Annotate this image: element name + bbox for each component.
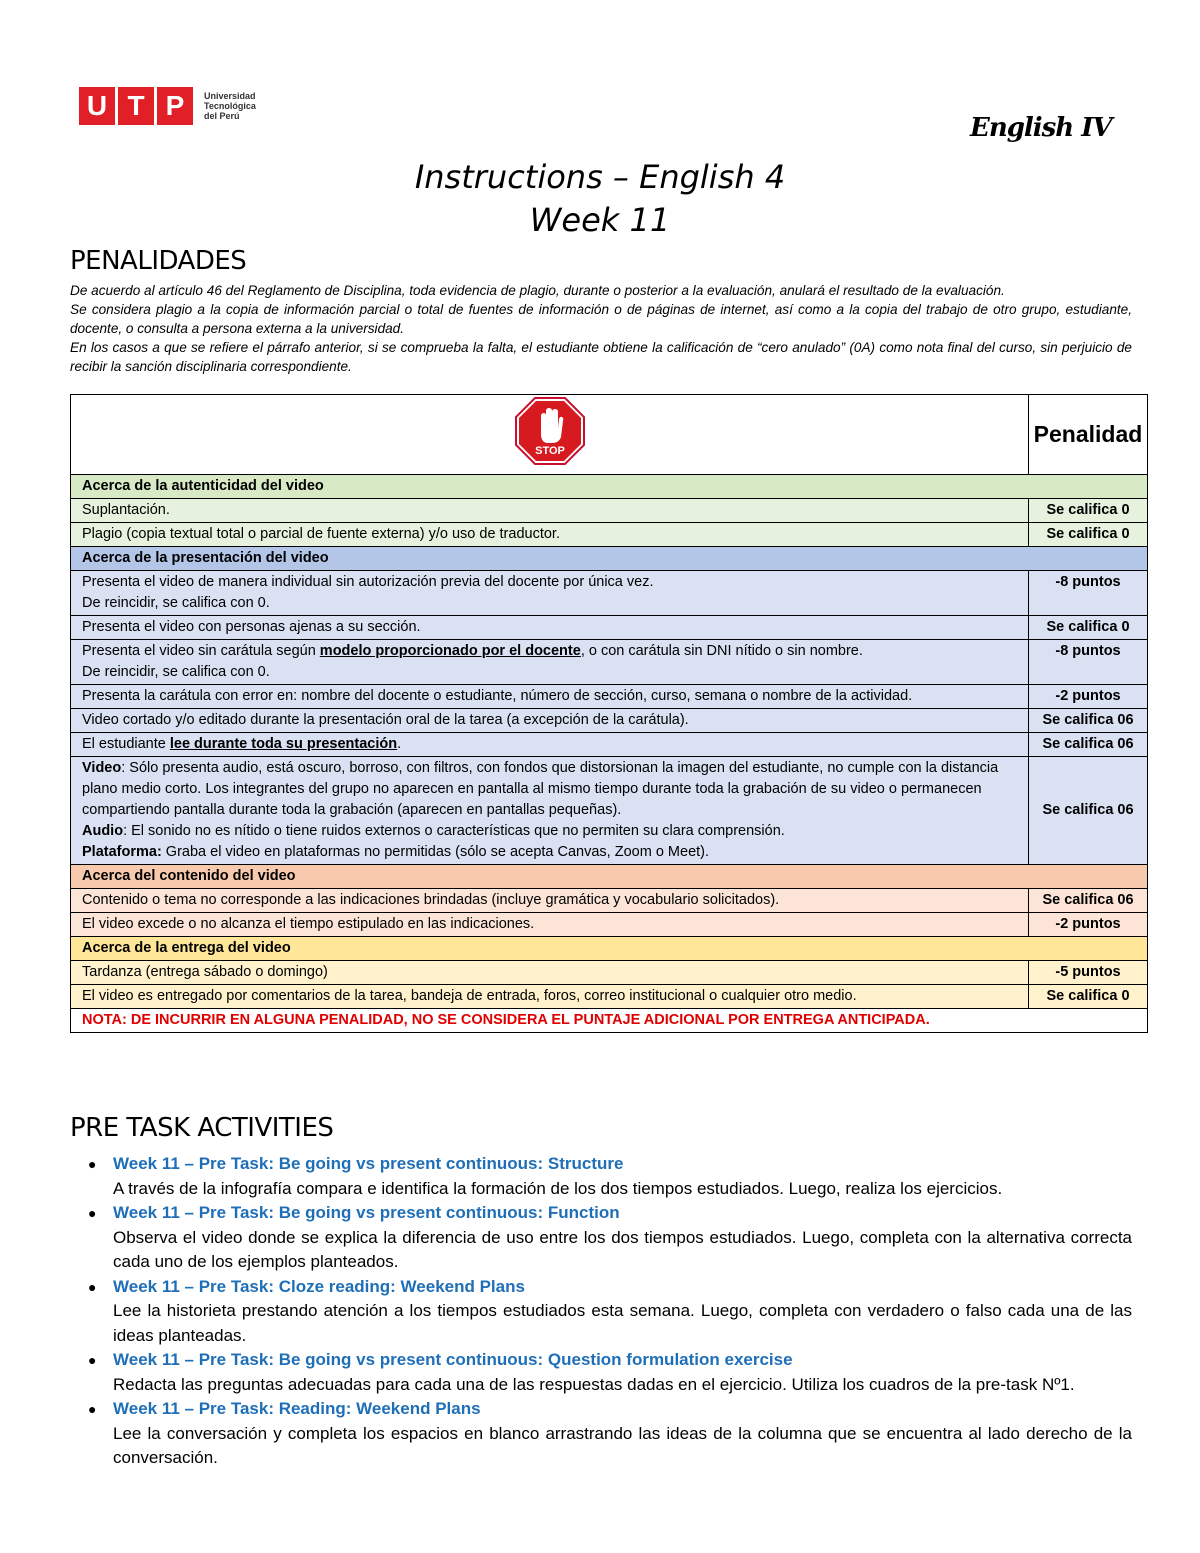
task-title[interactable]: Week 11 – Pre Task: Be going vs present continuous: Question formulation exercise xyxy=(113,1350,793,1369)
row-text: Plagio (copia textual total o parcial de fuente externa) y/o uso de traductor. xyxy=(71,523,1029,547)
row-penalty: -5 puntos xyxy=(1029,961,1148,985)
rule-paragraph: De acuerdo al artículo 46 del Reglamento de Disciplina, toda evidencia de plagio, durante o posterior a la evaluación, anulará el resultado de la evaluación. xyxy=(70,283,1005,298)
row-text: Contenido o tema no corresponde a las indicaciones brindadas (incluye gramática y vocabulario solicitados). xyxy=(71,889,1029,913)
table-row xyxy=(71,640,1148,685)
bullet-icon: ● xyxy=(88,1278,97,1295)
row-text-post: . xyxy=(397,736,402,752)
note-row xyxy=(71,1009,1148,1033)
audio-text: : El sonido no es nítido o tiene ruidos externos o características que no permiten su clara comprensión. xyxy=(123,823,785,839)
stop-sign-icon xyxy=(514,396,586,466)
penalty-column-header: Penalidad xyxy=(1029,395,1148,475)
table-row xyxy=(71,499,1148,523)
pre-task-list xyxy=(88,1152,1132,1471)
row-penalty: -2 puntos xyxy=(1029,913,1148,937)
row-penalty: Se califica 0 xyxy=(1029,616,1148,640)
penalties-rules xyxy=(70,281,1132,376)
page-subtitle-week: Week 11 xyxy=(529,201,671,239)
row-text-pre: El estudiante xyxy=(82,736,170,752)
logo-letter-t: T xyxy=(118,87,154,125)
row-penalty: -2 puntos xyxy=(1029,685,1148,709)
course-tag: English IV xyxy=(970,113,1112,143)
list-item xyxy=(88,1275,1132,1349)
logo-letter-p: P xyxy=(157,87,193,125)
row-penalty: -8 puntos xyxy=(1029,571,1148,616)
row-penalty: Se califica 06 xyxy=(1029,733,1148,757)
row-line xyxy=(82,641,1017,662)
table-row xyxy=(71,889,1148,913)
penalties-heading: PENALIDADES xyxy=(70,246,247,276)
logo-line: del Perú xyxy=(204,111,240,121)
rule-paragraph: En los casos a que se refiere el párrafo anterior, si se comprueba la falta, el estudiante obtiene la calificación de “cero anulado” (0A) como nota final del curso, sin perjuicio de recibir la sanción disciplinaria correspondiente. xyxy=(70,340,1132,374)
row-text xyxy=(71,733,1029,757)
table-row xyxy=(71,757,1148,865)
section-delivery: Acerca de la entrega del video xyxy=(71,937,1148,961)
logo-line: Universidad xyxy=(204,91,256,101)
table-row xyxy=(71,685,1148,709)
table-header-row xyxy=(71,395,1148,475)
logo-letter-u: U xyxy=(79,87,115,125)
row-penalty: Se califica 0 xyxy=(1029,985,1148,1009)
task-title[interactable]: Week 11 – Pre Task: Be going vs present continuous: Function xyxy=(113,1203,620,1222)
bullet-icon: ● xyxy=(88,1156,97,1172)
bullet-icon: ● xyxy=(88,1401,97,1417)
section-row xyxy=(71,547,1148,571)
table-row xyxy=(71,913,1148,937)
logo-line: Tecnológica xyxy=(204,101,256,111)
section-authenticity: Acerca de la autenticidad del video xyxy=(71,475,1148,499)
audio-label: Audio xyxy=(82,823,124,839)
section-presentation: Acerca de la presentación del video xyxy=(71,547,1148,571)
row-penalty: Se califica 0 xyxy=(1029,523,1148,547)
task-description: A través de la infografía compara e identifica la formación de los dos tiempos estudiados. Luego, realiza los ejercicios. xyxy=(113,1178,1003,1198)
section-row xyxy=(71,937,1148,961)
row-line: Presenta el video de manera individual sin autorización previa del docente por única vez. xyxy=(82,574,654,590)
table-row xyxy=(71,571,1148,616)
table-row xyxy=(71,733,1148,757)
platform-paragraph xyxy=(82,842,1017,863)
task-description: Lee la conversación y completa los espacios en blanco arrastrando las ideas de la columna que se encuentra al lado derecho de la conversación. xyxy=(113,1423,1132,1467)
penalties-table xyxy=(70,394,1148,1033)
table-row xyxy=(71,616,1148,640)
video-paragraph xyxy=(82,758,1017,821)
task-description: Lee la historieta prestando atención a los tiempos estudiados esta semana. Luego, completa con verdadero o falso cada una de las ideas planteadas. xyxy=(113,1301,1132,1345)
section-row xyxy=(71,475,1148,499)
row-text-post: , o con carátula sin DNI nítido o sin nombre. xyxy=(580,643,863,659)
row-penalty: Se califica 06 xyxy=(1029,757,1148,865)
row-text: Video cortado y/o editado durante la presentación oral de la tarea (a excepción de la carátula). xyxy=(71,709,1029,733)
table-row xyxy=(71,709,1148,733)
row-text: Presenta el video con personas ajenas a su sección. xyxy=(71,616,1029,640)
list-item xyxy=(88,1397,1132,1471)
task-title[interactable]: Week 11 – Pre Task: Cloze reading: Weekend Plans xyxy=(113,1276,525,1296)
platform-text: Graba el video en plataformas no permitidas (sólo se acepta Canvas, Zoom o Meet). xyxy=(161,844,710,860)
row-text: Presenta la carátula con error en: nombre del docente o estudiante, número de sección, curso, semana o nombre de la actividad. xyxy=(71,685,1029,709)
row-text-pre: Presenta el video sin carátula según xyxy=(82,643,320,659)
row-text: El video es entregado por comentarios de la tarea, bandeja de entrada, foros, correo institucional o cualquier otro medio. xyxy=(71,985,1029,1009)
table-row xyxy=(71,523,1148,547)
logo-text xyxy=(204,91,256,121)
row-penalty: Se califica 0 xyxy=(1029,499,1148,523)
task-description: Observa el video donde se explica la diferencia de uso entre los dos tiempos estudiados. Luego, completa con la alternativa correcta cada uno de los ejemplos planteados. xyxy=(113,1227,1132,1271)
audio-paragraph xyxy=(82,821,1017,842)
bullet-icon: ● xyxy=(88,1352,97,1368)
table-row xyxy=(71,985,1148,1009)
rule-paragraph: Se considera plagio a la copia de información parcial o total de fuentes de información o de páginas de internet, así como a la copia del trabajo de otro grupo, estudiante, docente, o consulta a persona externa a la universidad. xyxy=(70,302,1132,336)
row-text xyxy=(71,640,1029,685)
row-line: De reincidir, se califica con 0. xyxy=(82,595,270,611)
row-text xyxy=(71,571,1029,616)
task-title[interactable]: Week 11 – Pre Task: Reading: Weekend Plans xyxy=(113,1399,481,1418)
section-row xyxy=(71,865,1148,889)
row-text-emphasis: modelo proporcionado por el docente xyxy=(319,643,581,659)
task-description: Redacta las preguntas adecuadas para cada una de las respuestas dadas en el ejercicio. Utiliza los cuadros de la pre-task Nº1. xyxy=(113,1374,1075,1394)
table-note: NOTA: DE INCURRIR EN ALGUNA PENALIDAD, NO SE CONSIDERA EL PUNTAJE ADICIONAL POR ENTREGA ANTICIPADA. xyxy=(71,1009,1148,1033)
row-text: Tardanza (entrega sábado o domingo) xyxy=(71,961,1029,985)
section-content: Acerca del contenido del video xyxy=(71,865,1148,889)
utp-logo xyxy=(79,87,256,125)
row-penalty: -8 puntos xyxy=(1029,640,1148,685)
table-row xyxy=(71,961,1148,985)
row-text: Suplantación. xyxy=(71,499,1029,523)
task-title[interactable]: Week 11 – Pre Task: Be going vs present continuous: Structure xyxy=(113,1154,624,1173)
row-penalty: Se califica 06 xyxy=(1029,709,1148,733)
stop-cell xyxy=(71,395,1029,475)
row-line: De reincidir, se califica con 0. xyxy=(82,664,270,680)
row-penalty: Se califica 06 xyxy=(1029,889,1148,913)
video-label: Video xyxy=(82,760,122,776)
bullet-icon: ● xyxy=(88,1205,97,1221)
pre-task-heading: PRE TASK ACTIVITIES xyxy=(70,1113,334,1143)
video-text: : Sólo presenta audio, está oscuro, borroso, con filtros, con fondos que distorsionan la imagen del estudiante, no cumple con la distancia plano medio corto. Los integrantes del grupo no aparecen en pantalla al mismo tiempo durante toda la grabación de su video o permanecen compartiendo pantalla durante toda la grabación (aparecen en pantallas pequeñas). xyxy=(82,760,999,818)
list-item xyxy=(88,1201,1132,1275)
list-item xyxy=(88,1152,1132,1201)
stop-label: STOP xyxy=(534,445,565,457)
row-text-emphasis: lee durante toda su presentación xyxy=(169,736,398,752)
platform-label: Plataforma: xyxy=(82,844,162,860)
row-text: El video excede o no alcanza el tiempo estipulado en las indicaciones. xyxy=(71,913,1029,937)
list-item xyxy=(88,1348,1132,1397)
row-text xyxy=(71,757,1029,865)
page-title: Instructions – English 4 xyxy=(414,158,786,196)
